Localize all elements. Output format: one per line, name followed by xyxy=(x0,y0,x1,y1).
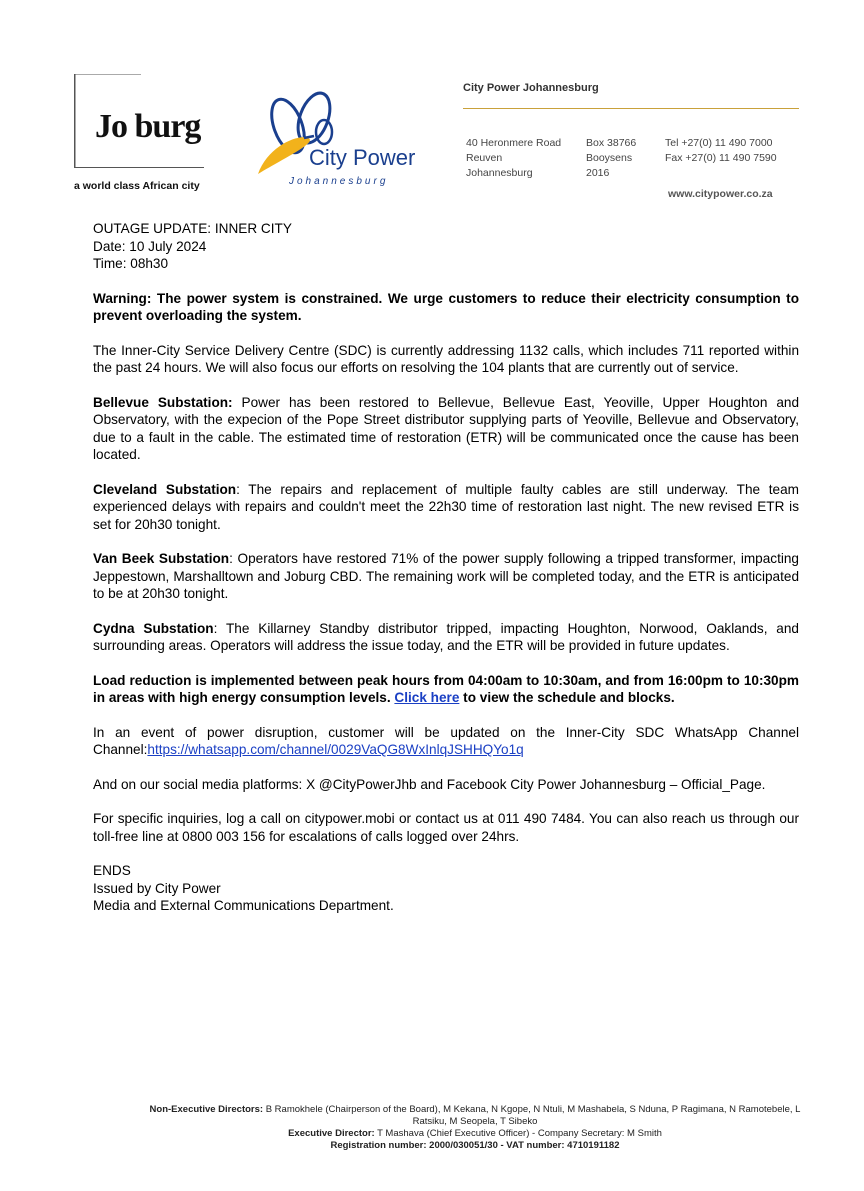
cleveland-text: : The repairs and replacement of multiple faulty cables are still underway. The team experienced delays with repairs and couldn't meet the 22h30 time of restoration last night. The new revised ETR is set for 20h30 tonight. xyxy=(93,481,799,532)
load-reduction-text: Load reduction is implemented between peak hours from 04:00am to 10:30am, and from 16:00pm to 10:30pm in areas with high energy consumption levels. xyxy=(93,672,799,705)
exec-label: Executive Director: xyxy=(288,1128,375,1139)
whatsapp-paragraph xyxy=(93,724,799,759)
exec-names: T Mashava (Chief Executive Officer) - Company Secretary: M Smith xyxy=(374,1128,662,1139)
inquiries-paragraph: For specific inquiries, log a call on citypower.mobi or contact us at 011 490 7484. You can also reach us through our toll-free line at 0800 003 156 for escalations of calls logged over 24hrs. xyxy=(93,811,799,844)
non-executive-directors xyxy=(140,1104,810,1128)
address-line: Johannesburg xyxy=(466,167,533,179)
bellevue-label: Bellevue Substation: xyxy=(93,394,233,410)
street-address xyxy=(466,136,561,181)
executive-director xyxy=(140,1128,810,1140)
contact-numbers xyxy=(665,136,777,166)
doc-heading xyxy=(93,220,799,273)
load-reduction-tail: to view the schedule and blocks. xyxy=(459,690,675,705)
cydna-paragraph xyxy=(93,620,799,655)
closing-block xyxy=(93,862,799,915)
cydna-text: : The Killarney Standby distributor tripped, impacting Houghton, Norwood, Oaklands, and surrounding areas. Operators will address the issue today, and the ETR will be provided in future updates. xyxy=(93,620,799,653)
doc-title: OUTAGE UPDATE: INNER CITY xyxy=(93,221,292,236)
schedule-link[interactable]: Click here xyxy=(394,690,460,705)
box-line: Box 38766 xyxy=(586,137,637,149)
directors-footer xyxy=(140,1104,810,1152)
vanbeek-label: Van Beek Substation xyxy=(93,551,230,566)
city-power-subtitle: Johannesburg xyxy=(289,176,389,187)
phone-line: Tel +27(0) 11 490 7000 xyxy=(665,137,773,149)
registration-numbers: Registration number: 2000/030051/30 - VAT number: 4710191182 xyxy=(330,1140,620,1151)
document-body xyxy=(93,220,799,915)
joburg-word-text: Jo burg xyxy=(95,108,201,145)
box-line: 2016 xyxy=(586,167,610,179)
address-line: Reuven xyxy=(466,152,503,164)
cydna-label: Cydna Substation xyxy=(93,620,214,636)
ned-names: B Ramokhele (Chairperson of the Board), M Kekana, N Kgope, N Ntuli, M Mashabela, S Nduna, P Ragimana, N Ramotebele, L Ratsiku, M Seopela, T Sibeko xyxy=(263,1104,801,1127)
address-line: 40 Heronmere Road xyxy=(466,137,562,149)
postal-address xyxy=(586,136,636,181)
website: www.citypower.co.za xyxy=(668,188,773,200)
social-paragraph: And on our social media platforms: X @CityPowerJhb and Facebook City Power Johannesburg – Official_Page. xyxy=(93,776,766,792)
ned-label: Non-Executive Directors: xyxy=(149,1104,264,1115)
doc-time: Time: 08h30 xyxy=(93,256,169,271)
bellevue-text: Power has been restored to Bellevue, Bellevue East, Yeoville, Upper Houghton and Observatory, with the expecion of the Pope Street distributor supplying parts of Yeoville, Bellevue and Observatory, due to a fault in the cable. The estimated time of restoration (ETR) will be communicated once the cause has been located. xyxy=(93,394,800,462)
load-reduction-paragraph xyxy=(93,672,799,707)
doc-date: Date: 10 July 2024 xyxy=(93,238,207,254)
department: Media and External Communications Department. xyxy=(93,898,394,913)
cleveland-label: Cleveland Substation xyxy=(93,481,237,497)
vanbeek-text: : Operators have restored 71% of the power supply following a tripped transformer, impacting Jeppestown, Marshalltown and Joburg CBD. The remaining work will be completed today, and the ETR is anticipated to be at 20h30 tonight. xyxy=(93,551,799,601)
joburg-wordmark xyxy=(95,108,200,146)
sdc-paragraph: The Inner-City Service Delivery Centre (SDC) is currently addressing 1132 calls, which includes 711 reported within the past 24 hours. We will also focus our efforts on resolving the 104 plants that are currently out of service. xyxy=(93,342,799,375)
joburg-tagline: a world class African city xyxy=(74,180,200,192)
cleveland-paragraph xyxy=(93,481,799,534)
fax-line: Fax +27(0) 11 490 7590 xyxy=(665,152,777,164)
company-name: City Power Johannesburg xyxy=(463,82,599,94)
whatsapp-channel-link[interactable]: https://whatsapp.com/channel/0029VaQG8WxInlqJSHHQYo1q xyxy=(147,742,524,757)
whatsapp-text: In an event of power disruption, customer will be updated on the Inner-City SDC WhatsApp Channel Channel: xyxy=(93,724,799,757)
city-power-title: City Power xyxy=(309,145,416,170)
header-divider xyxy=(463,108,799,109)
joburg-logo xyxy=(74,74,204,168)
bellevue-paragraph xyxy=(93,394,799,464)
issued-by: Issued by City Power xyxy=(93,880,221,896)
box-line: Booysens xyxy=(586,152,633,164)
ends-label: ENDS xyxy=(93,863,131,878)
vanbeek-paragraph xyxy=(93,550,799,603)
warning-paragraph: Warning: The power system is constrained. We urge customers to reduce their electricity consumption to prevent overloading the system. xyxy=(93,290,799,323)
